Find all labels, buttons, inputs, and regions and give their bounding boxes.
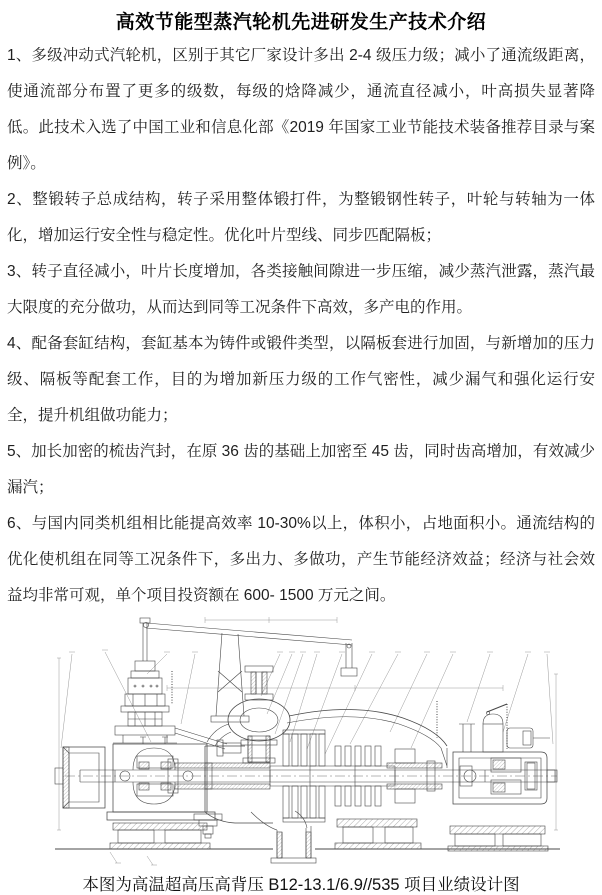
steam-chest-dome	[207, 666, 447, 763]
foundation-blocks	[110, 819, 548, 851]
paragraph-3: 3、转子直径减小，叶片长度增加，各类接触间隙进一步压缩，减少蒸汽泄露，蒸汽最大限度的充分做功，从而达到同等工况条件下高效，多产电的作用。	[7, 263, 595, 316]
body-text	[0, 34, 602, 614]
paragraph-5: 5、加长加密的梳齿汽封，在原 36 齿的基础上加密至 45 齿，同时齿高增加，有效减少漏汽；	[7, 443, 595, 496]
turbine-section	[55, 618, 557, 863]
front-bearing-pedestal	[107, 737, 215, 820]
turbine-drawing	[55, 616, 560, 864]
paragraph-4: 4、配备套缸结构，套缸基本为铸件或锻件类型，以隔板套进行加固，与新增加的压力级、隔板等配套工作，目的为增加新压力级的工作气密性，减少漏气和强化运行安全，提升机组做功能力；	[7, 335, 595, 424]
rear-bearing-pedestal	[453, 704, 550, 804]
inlet-valve-assembly	[113, 618, 227, 749]
paragraph-6: 6、与国内同类机组相比能提高效率 10-30%以上，体积小，占地面积小。通流结构的优化使机组在同等工况条件下，多出力、多做功，产生节能经济效益；经济与社会效益均非常可观，单个项目投资额在 600- 1500 万元之间。	[7, 515, 595, 604]
figure-caption: 本图为高温超高压高背压 B12-13.1/6.9//535 项目业绩设计图	[82, 876, 520, 894]
paragraph-1: 1、多级冲动式汽轮机，区别于其它厂家设计多出 2-4 级压力级；减小了通流级距离，使通流部分布置了更多的级数，每级的焓降减少，通流直径减小，叶高损失显著降低。此技术入选了中国工业和信息化部《2019 年国家工业节能技术装备推荐目录与案例》。	[7, 47, 595, 172]
exhaust-pipe	[271, 826, 316, 863]
paragraph-2: 2、整锻转子总成结构，转子采用整体锻打件，为整锻钢性转子，叶轮与转轴为一体化，增加运行安全性与稳定性。优化叶片型线、同步匹配隔板；	[7, 191, 595, 244]
turbine-drawing-figure	[55, 616, 560, 864]
page-title: 高效节能型蒸汽轮机先进研发生产技术介绍	[115, 12, 487, 33]
